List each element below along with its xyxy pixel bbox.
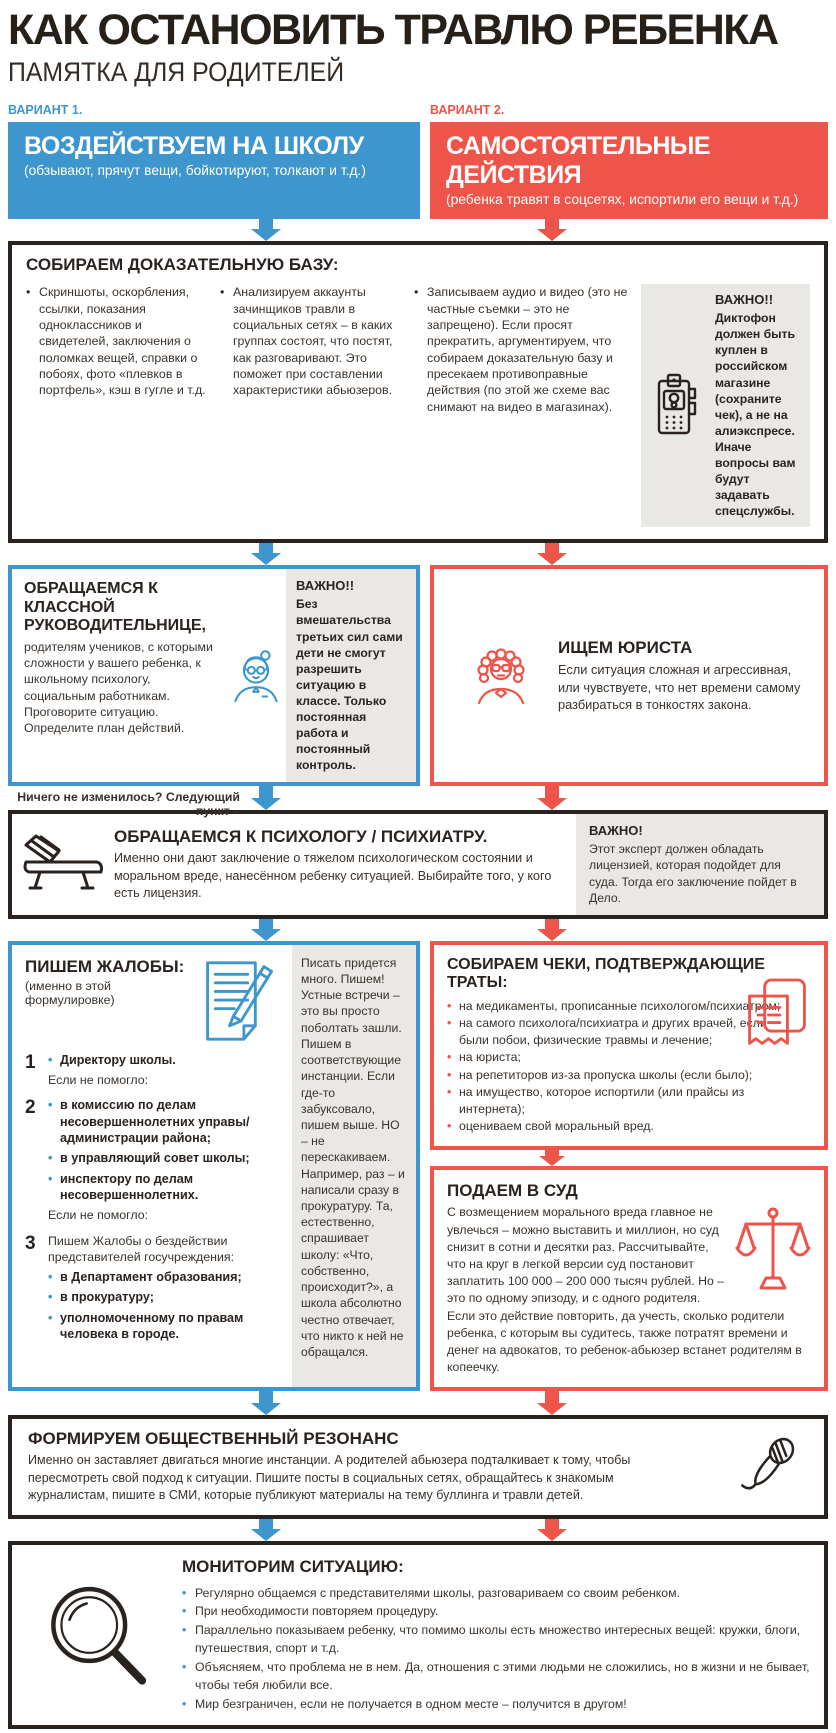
complaint-target: • в Департамент образования; [48, 1269, 284, 1285]
scales-of-justice-icon [735, 1206, 811, 1298]
self-actions-subtitle: (ребенка травят в соцсетях, испортили его вещи и т.д.) [446, 192, 799, 208]
lawyer-title: ИЩЕМ ЮРИСТА [558, 637, 693, 657]
step-note: Если не помогло: [48, 1073, 149, 1088]
check-item: • на юриста; [447, 1049, 799, 1066]
important-text: Без вмешательства третьих сил сами дети не смогут разрешить ситуацию в классе. Только постоянная работа и постоянный контроль. [296, 597, 403, 773]
resonance-title: ФОРМИРУЕМ ОБЩЕСТВЕННЫЙ РЕЗОНАНС [28, 1429, 399, 1449]
step-note: Если не помогло: [48, 1208, 149, 1223]
evidence-bullet: • Записываем аудио и видео (это не частные съемки – это не запрещено). Если просят прекратить, аргументируем, что собираем доказательную базу и пресекаем противоправные действия (по этой же схеме вас снимают на видео в магазинах). [414, 284, 628, 527]
check-item: • на медикаменты, прописанные психологом/психиатром; [447, 998, 799, 1015]
down-arrow-icon [537, 219, 567, 241]
complaint-target: • в прокуратуру; [48, 1289, 284, 1305]
down-arrow-icon [537, 543, 567, 565]
complaints-title: ПИШЕМ ЖАЛОБЫ: [25, 956, 185, 976]
flow-gap [8, 219, 828, 241]
microphone-icon [730, 1431, 808, 1503]
flow-gap [8, 1519, 828, 1541]
check-item: • на имущество, которое испортили (или прайсы из интернета); [447, 1084, 799, 1118]
complaints-subtitle: (именно в этой формулировке) [25, 978, 115, 1007]
monitor-item: • Регулярно общаемся с представителями школы, разговариваем со своим ребенком. [182, 1584, 810, 1602]
self-actions-header [430, 122, 828, 219]
flow-gap [8, 786, 828, 819]
no-change-label: Ничего не изменилось? Следующий пункт – [17, 790, 240, 819]
self-actions-title: САМОСТОЯТЕЛЬНЫЕ ДЕЙСТВИЯ [446, 132, 711, 190]
step-number: 3 [25, 1232, 36, 1254]
school-impact-header [8, 122, 420, 219]
down-arrow-icon [539, 1150, 565, 1166]
monitor-box [8, 1541, 828, 1729]
complaint-target: • уполномоченному по правам человека в городе. [48, 1310, 284, 1343]
complaint-step-1 [25, 1052, 284, 1088]
evidence-bullet: • Анализируем аккаунты зачинщиков травли в социальных сетях – в каких группах состоят, что постят, как разговаривают. Это поможет при составлении характеристики абьюзеров. [220, 284, 401, 527]
teacher-important-panel [286, 569, 416, 782]
teacher-box [8, 565, 420, 786]
down-arrow-icon [251, 1519, 281, 1541]
evidence-box [8, 241, 828, 543]
check-item: • оцениваем свой моральный вред. [447, 1118, 799, 1135]
voice-recorder-icon [653, 373, 703, 439]
down-arrow-icon [251, 786, 281, 810]
flow-gap [8, 543, 828, 565]
evidence-title: СОБИРАЕМ ДОКАЗАТЕЛЬНУЮ БАЗУ: [26, 255, 339, 275]
step-number: 2 [25, 1097, 36, 1119]
right-column [430, 941, 828, 1392]
teacher-text: родителям учеников, с которыми сложности у вашего ребенка, к школьному психологу, социальным работникам. Проговорите ситуацию. Определите план действий. [24, 639, 213, 736]
monitor-item: • Мир безграничен, если не получается в одном месте – получится в другом! [182, 1695, 810, 1713]
evidence-bullet: • Скриншоты, оскорбления, ссылки, показания одноклассников и свидетелей, заключения о поломках вещей, справки о побоях, фото «плевков в портфель», кэш в гугле и т.д. [26, 284, 207, 527]
teacher-title: ОБРАЩАЕМСЯ К КЛАССНОЙ РУКОВОДИТЕЛЬНИЦЕ, [24, 580, 206, 635]
complaint-step-3 [25, 1233, 284, 1347]
down-arrow-icon [537, 919, 567, 941]
lawyer-box [430, 565, 828, 786]
psychologist-box [8, 810, 828, 918]
page-subtitle: ПАМЯТКА ДЛЯ РОДИТЕЛЕЙ [8, 57, 345, 88]
variant-labels [8, 103, 828, 117]
school-impact-title: ВОЗДЕЙСТВУЕМ НА ШКОЛУ [24, 132, 364, 161]
complaints-sidebar-note: Писать придется много. Пишем! Устные встречи – это вы просто поболтать зашли. Пишем в соответствующие инстанции. Если где-то забуксовало, пишем выше. НО – не перескакиваем. Например, раз – и написали сразу в прокуратуру. Та, естественно, спрашивает школу: «Что, собственно, происходит?», а школа абсолютно честно отвечает, что никто к ней не обращался. [292, 945, 416, 1388]
important-text: Этот эксперт должен обладать лицензией, которая подойдет для суда. Тогда его заключение пойдет в Дело. [589, 842, 797, 905]
document-pencil-icon [202, 959, 280, 1043]
evidence-important-panel [641, 284, 810, 527]
check-item: • на самого психолога/психиатра и других врачей, если были побои, физические травмы и лечение; [447, 1015, 799, 1049]
important-label: ВАЖНО!! [296, 578, 355, 594]
teacher-icon [226, 569, 286, 782]
court-box [430, 1166, 828, 1391]
receipts-icon [742, 977, 812, 1053]
down-arrow-icon [537, 1519, 567, 1541]
resonance-box [8, 1415, 828, 1519]
page-title: КАК ОСТАНОВИТЬ ТРАВЛЮ РЕБЕНКА [8, 6, 778, 54]
checks-box [430, 941, 828, 1151]
variant2-label: ВАРИАНТ 2. [430, 103, 505, 118]
monitor-title: МОНИТОРИМ СИТУАЦИЮ: [182, 1556, 404, 1576]
variant-headers [8, 122, 828, 219]
checks-title: СОБИРАЕМ ЧЕКИ, ПОДТВЕРЖДАЮЩИЕ ТРАТЫ: [447, 955, 765, 991]
flow-gap [8, 1391, 828, 1415]
school-impact-subtitle: (обзывают, прячут вещи, бойкотируют, толкают и т.д.) [24, 163, 366, 179]
monitor-item: • При необходимости повторяем процедуру. [182, 1602, 810, 1620]
court-text: С возмещением морального вреда главное не увлечься – можно выставить и миллион, но суд снизит в сотни и десятки раз. Рассчитывайте, что на круг в легкой версии суд постановит заплатить 100 000 – 200 000 тысяч рублей. Но – это по одному эпизоду, и с одного родителя. Если это действие повторить, да учесть, сколько родители ребенка, с которым вы судитесь, также потратят времени и денег на адвокатов, то ребенок-абьюзер встанет родителям в копеечку. [447, 1205, 802, 1375]
complaint-target: • в комиссию по делам несовершеннолетних управы/администрации района; [48, 1097, 284, 1146]
important-text: Диктофон должен быть куплен в российском магазине (сохраните чек), а не на алиэкспресе. Иначе вопросы вам будут задавать спецслужбы. [715, 311, 796, 519]
check-item: • на репетиторов из-за пропуска школы (если было); [447, 1067, 799, 1084]
complaints-box [8, 941, 420, 1392]
complaint-target: • Директору школы. [48, 1052, 284, 1068]
flow-gap [430, 1150, 828, 1166]
step-intro: Пишем Жалобы о бездействии представителей госучреждения: [48, 1233, 235, 1264]
down-arrow-icon [251, 219, 281, 241]
psychologist-important-panel [576, 814, 824, 914]
complaint-step-2 [25, 1097, 284, 1223]
magnifying-glass-icon [26, 1555, 174, 1713]
monitor-item: • Параллельно показываем ребенку, что помимо школы есть множество интересных вещей: кружки, блоги, путешествия, спорт и т.д. [182, 1621, 810, 1658]
flow-gap [8, 919, 828, 941]
complaint-target: • в управляющий совет школы; [48, 1150, 284, 1166]
lawyer-text: Если ситуация сложная и агрессивная, или чувствуете, что нет времени самому разбираться в тонкостях закона. [558, 661, 801, 713]
important-label: ВАЖНО!! [715, 292, 774, 308]
down-arrow-icon [537, 1391, 567, 1415]
down-arrow-icon [251, 543, 281, 565]
second-row [8, 565, 828, 786]
therapy-couch-icon [12, 814, 114, 914]
court-title: ПОДАЕМ В СУД [447, 1181, 578, 1201]
monitor-item: • Объясняем, что проблема не в нем. Да, отношения с этими людьми не сложились, но в жизни и не бывает, чтобы тебя любили все. [182, 1658, 810, 1695]
resonance-text: Именно он заставляет двигаться многие инстанции. А родителей абьюзера подталкивает к тому, чтобы пересмотреть свой подход к ситуации. Пишите посты в социальных сетях, обращайтесь к знакомым журналистам, пишите в СМИ, которые публикуют материалы на тему буллинга и травли детей. [28, 1453, 631, 1503]
psychologist-text: Именно они дают заключение о тяжелом психологическом состоянии и моральном вреде, нанесённом ребенку ситуацией. Выбирайте того, у кого есть лицензия. [114, 851, 552, 900]
psychologist-title: ОБРАЩАЕМСЯ К ПСИХОЛОГУ / ПСИХИАТРУ. [114, 827, 488, 847]
down-arrow-icon [537, 786, 567, 810]
step-number: 1 [25, 1051, 36, 1073]
lawyer-icon [470, 647, 532, 705]
important-label: ВАЖНО! [589, 823, 643, 839]
variant1-label: ВАРИАНТ 1. [8, 103, 83, 118]
down-arrow-icon [251, 1391, 281, 1415]
fourth-row [8, 941, 828, 1392]
down-arrow-icon [251, 919, 281, 941]
complaint-target: • инспектору по делам несовершеннолетних. [48, 1171, 284, 1204]
